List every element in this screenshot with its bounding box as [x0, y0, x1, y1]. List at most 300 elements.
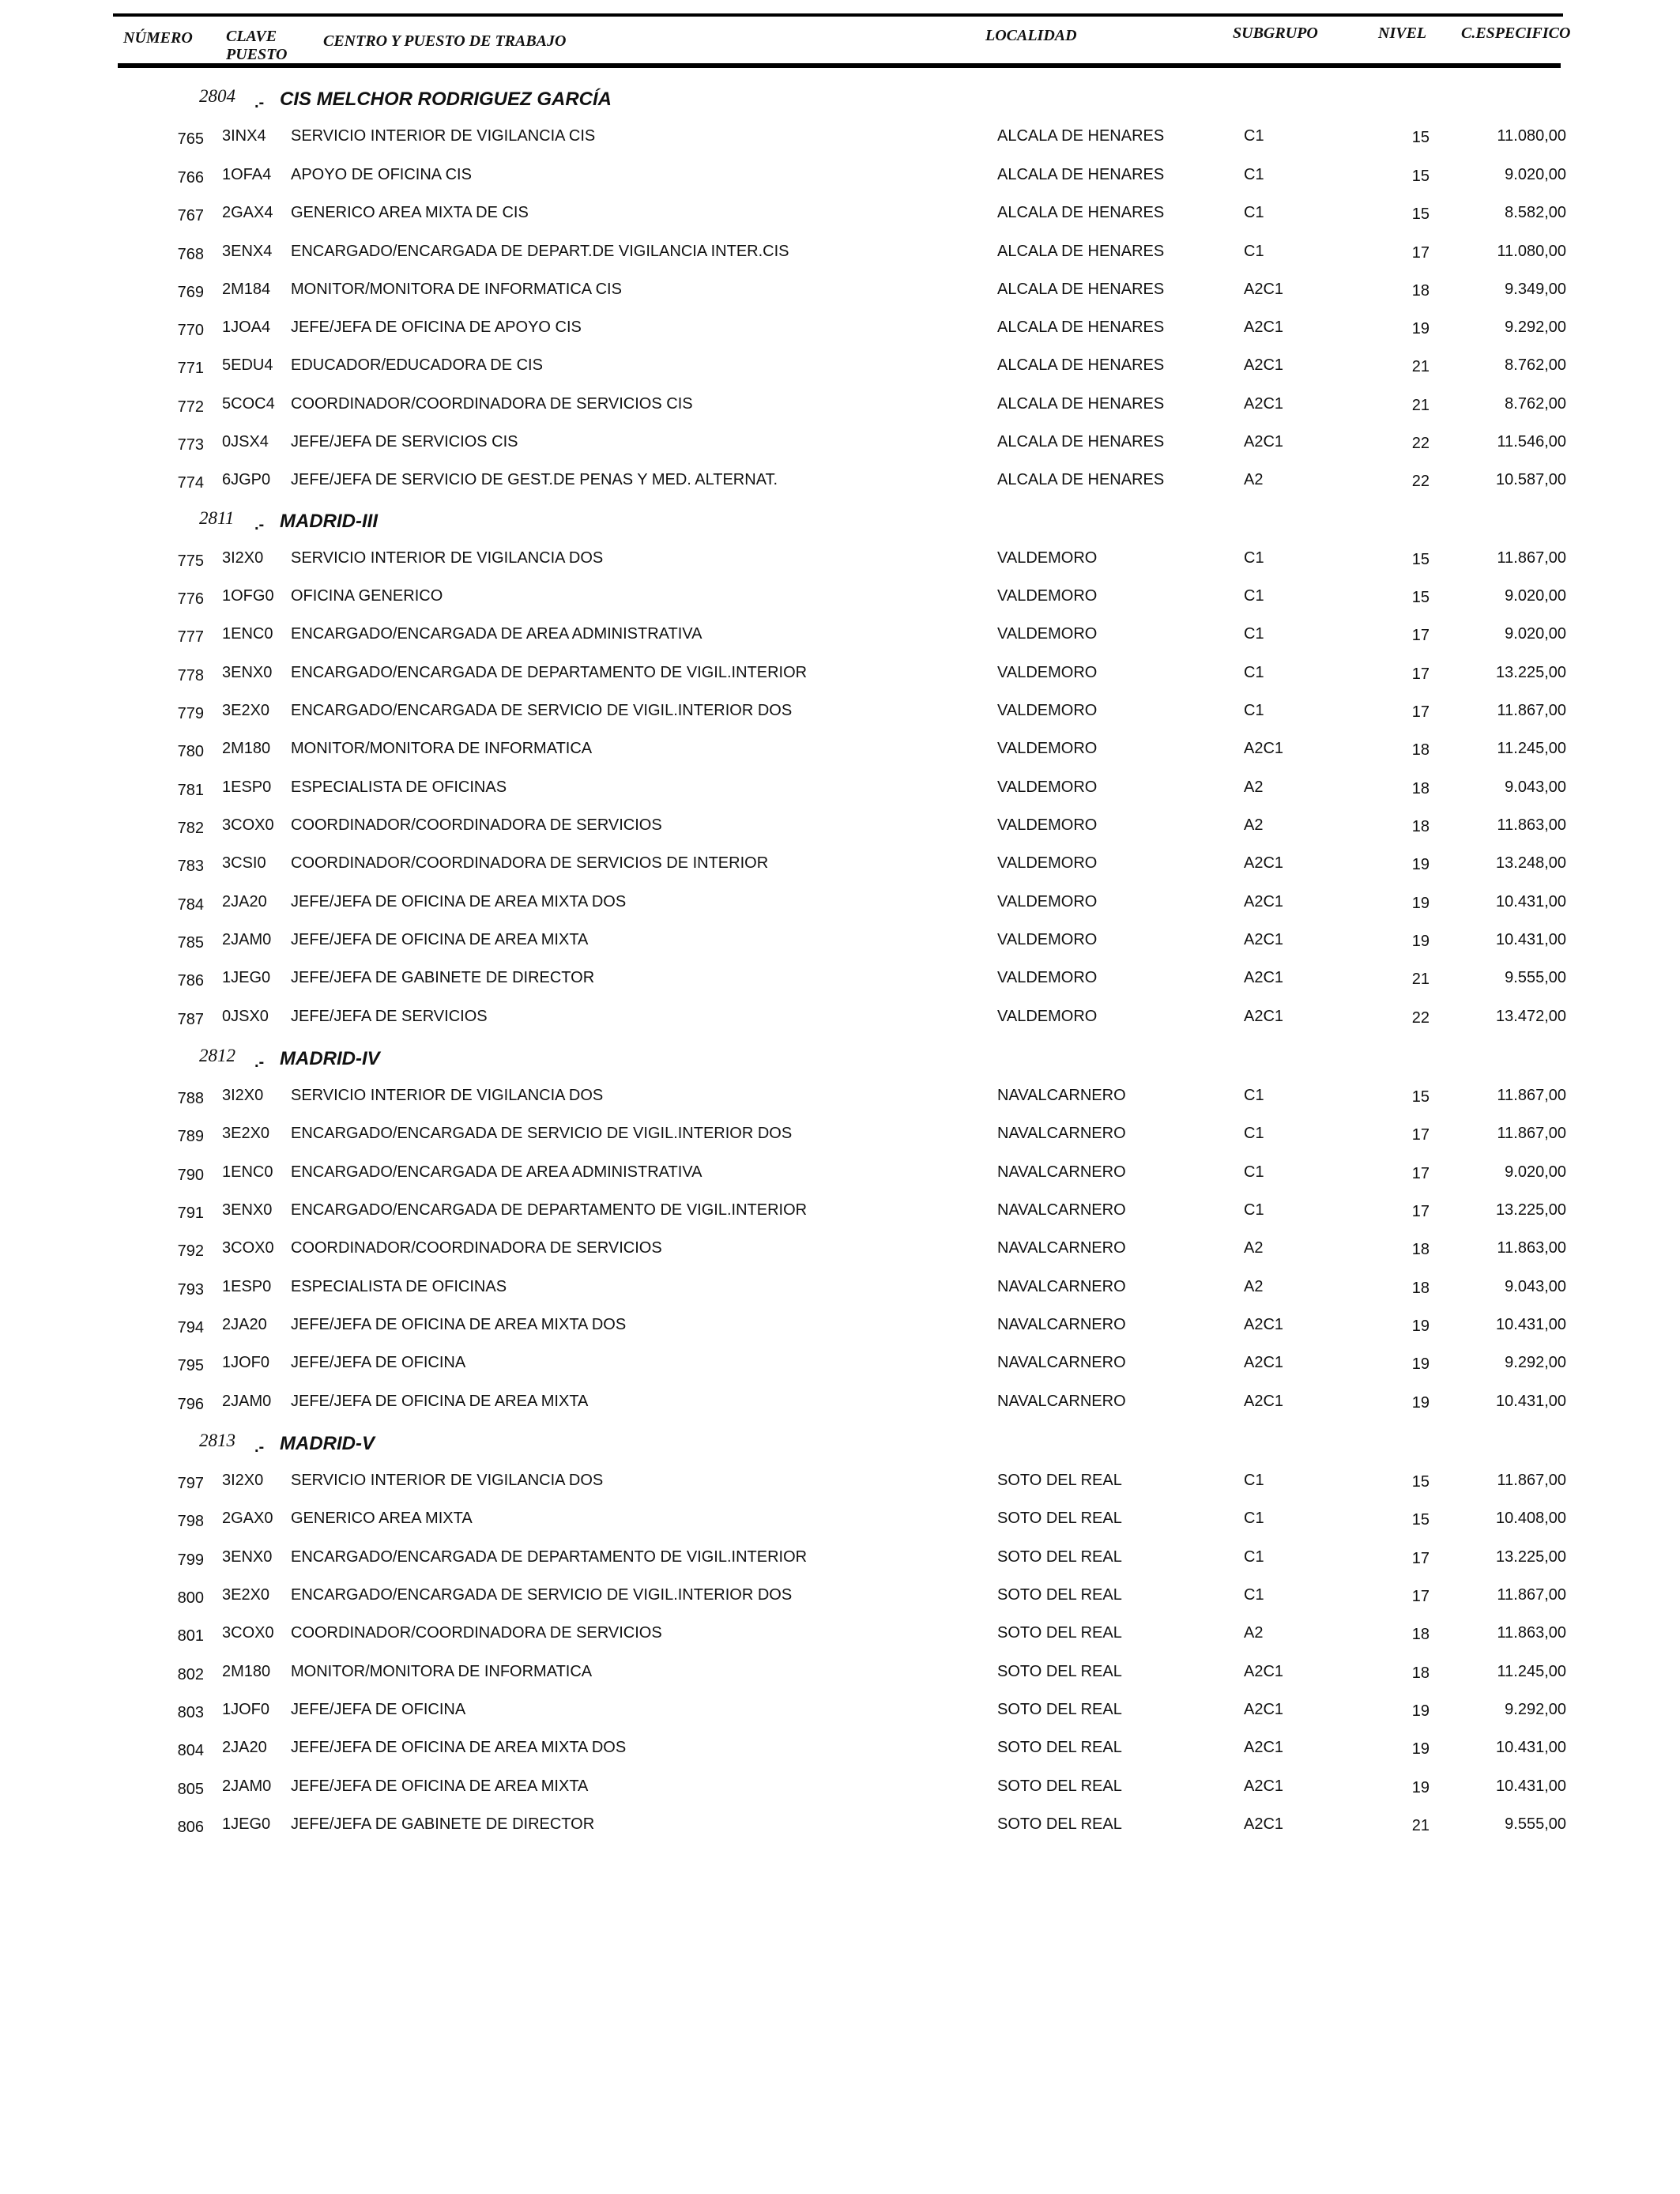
- row-puesto: JEFE/JEFA DE SERVICIO DE GEST.DE PENAS Y MED. ALTERNAT.: [291, 471, 778, 488]
- row-puesto: ENCARGADO/ENCARGADA DE DEPART.DE VIGILANCIA INTER.CIS: [291, 243, 789, 260]
- row-especifico: 11.867,00: [1497, 1586, 1566, 1604]
- table-row: [0, 1774, 1680, 1798]
- row-clave: 3CSI0: [222, 854, 266, 872]
- row-puesto: COORDINADOR/COORDINADORA DE SERVICIOS CIS: [291, 395, 693, 413]
- row-localidad: ALCALA DE HENARES: [997, 395, 1165, 413]
- row-nivel: 17: [1411, 1203, 1430, 1220]
- row-clave: 3ENX0: [222, 1201, 273, 1219]
- row-subgrupo: C1: [1244, 166, 1264, 183]
- group-title: MADRID-V: [280, 1433, 375, 1454]
- row-subgrupo: A2C1: [1244, 1777, 1284, 1795]
- row-especifico: 9.292,00: [1505, 319, 1566, 336]
- row-especifico: 11.863,00: [1497, 816, 1566, 834]
- table-row: [0, 353, 1680, 377]
- row-number: 785: [177, 934, 204, 952]
- row-nivel: 21: [1411, 358, 1430, 375]
- row-number: 774: [177, 474, 204, 492]
- row-localidad: VALDEMORO: [997, 893, 1098, 910]
- row-puesto: JEFE/JEFA DE SERVICIOS CIS: [291, 433, 518, 450]
- row-localidad: VALDEMORO: [997, 931, 1098, 948]
- row-subgrupo: A2C1: [1244, 893, 1284, 910]
- row-localidad: SOTO DEL REAL: [997, 1510, 1122, 1527]
- row-localidad: SOTO DEL REAL: [997, 1472, 1122, 1489]
- row-subgrupo: A2: [1244, 471, 1264, 488]
- row-localidad: ALCALA DE HENARES: [997, 433, 1165, 450]
- row-nivel: 22: [1411, 1009, 1430, 1027]
- row-clave: 2JA20: [222, 893, 267, 910]
- table-row: [0, 661, 1680, 684]
- row-puesto: COORDINADOR/COORDINADORA DE SERVICIOS: [291, 1624, 662, 1642]
- row-especifico: 9.555,00: [1505, 969, 1566, 986]
- row-number: 799: [177, 1551, 204, 1569]
- row-puesto: JEFE/JEFA DE SERVICIOS: [291, 1008, 488, 1025]
- row-nivel: 19: [1411, 1394, 1430, 1412]
- row-subgrupo: C1: [1244, 1472, 1264, 1489]
- table-row: [0, 1736, 1680, 1759]
- table-row: [0, 1660, 1680, 1683]
- row-clave: 2M180: [222, 1663, 271, 1680]
- row-subgrupo: A2C1: [1244, 1663, 1284, 1680]
- group-header: [0, 510, 1680, 533]
- row-localidad: VALDEMORO: [997, 702, 1098, 719]
- row-number: 772: [177, 398, 204, 416]
- row-especifico: 11.546,00: [1497, 433, 1566, 450]
- table-row: [0, 622, 1680, 646]
- row-puesto: ENCARGADO/ENCARGADA DE AREA ADMINISTRATIVA: [291, 625, 703, 643]
- row-clave: 3ENX0: [222, 1548, 273, 1566]
- row-puesto: ESPECIALISTA DE OFICINAS: [291, 1278, 507, 1295]
- row-clave: 1JEG0: [222, 1815, 271, 1833]
- row-especifico: 10.587,00: [1496, 471, 1566, 488]
- group-separator: .-: [254, 1054, 265, 1071]
- table-row: [0, 851, 1680, 875]
- table-row: [0, 1084, 1680, 1107]
- row-localidad: NAVALCARNERO: [997, 1163, 1126, 1181]
- row-number: 778: [177, 667, 204, 684]
- group-title: MADRID-IV: [280, 1048, 380, 1069]
- row-subgrupo: A2C1: [1244, 931, 1284, 948]
- row-number: 779: [177, 705, 204, 722]
- row-subgrupo: A2: [1244, 816, 1264, 834]
- row-localidad: ALCALA DE HENARES: [997, 356, 1165, 374]
- row-subgrupo: C1: [1244, 702, 1264, 719]
- row-subgrupo: C1: [1244, 1548, 1264, 1566]
- row-nivel: 19: [1411, 1740, 1430, 1758]
- row-puesto: JEFE/JEFA DE OFICINA DE AREA MIXTA DOS: [291, 1739, 627, 1756]
- row-localidad: ALCALA DE HENARES: [997, 243, 1165, 260]
- row-localidad: SOTO DEL REAL: [997, 1815, 1122, 1833]
- row-clave: 2JAM0: [222, 1393, 272, 1410]
- row-subgrupo: C1: [1244, 587, 1264, 605]
- row-nivel: 18: [1411, 282, 1430, 300]
- row-subgrupo: A2C1: [1244, 1739, 1284, 1756]
- table-row: [0, 1122, 1680, 1145]
- row-nivel: 15: [1411, 205, 1430, 223]
- row-clave: 1ESP0: [222, 778, 272, 796]
- row-nivel: 17: [1411, 627, 1430, 644]
- header-subgrupo: SUBGRUPO: [1233, 25, 1318, 42]
- row-localidad: ALCALA DE HENARES: [997, 127, 1165, 145]
- row-clave: 3ENX0: [222, 664, 273, 681]
- row-nivel: 15: [1411, 589, 1430, 606]
- row-puesto: JEFE/JEFA DE OFICINA DE APOYO CIS: [291, 319, 582, 336]
- row-clave: 2GAX4: [222, 204, 273, 221]
- table-row: [0, 1351, 1680, 1374]
- row-especifico: 11.245,00: [1497, 1663, 1566, 1680]
- table-row: [0, 1583, 1680, 1607]
- table-row: [0, 737, 1680, 760]
- row-number: 806: [177, 1819, 204, 1836]
- row-nivel: 17: [1411, 1588, 1430, 1605]
- row-nivel: 19: [1411, 1702, 1430, 1720]
- row-localidad: VALDEMORO: [997, 854, 1098, 872]
- table-row: [0, 546, 1680, 570]
- row-especifico: 11.080,00: [1497, 127, 1566, 145]
- row-nivel: 17: [1411, 1550, 1430, 1567]
- row-number: 777: [177, 628, 204, 646]
- row-subgrupo: A2: [1244, 1239, 1264, 1257]
- row-nivel: 17: [1411, 1126, 1430, 1144]
- row-localidad: SOTO DEL REAL: [997, 1739, 1122, 1756]
- row-puesto: ENCARGADO/ENCARGADA DE SERVICIO DE VIGIL.INTERIOR DOS: [291, 702, 793, 719]
- row-especifico: 11.245,00: [1497, 740, 1566, 757]
- row-especifico: 13.472,00: [1496, 1008, 1566, 1025]
- row-especifico: 8.582,00: [1505, 204, 1566, 221]
- row-especifico: 11.867,00: [1497, 1125, 1566, 1142]
- row-puesto: JEFE/JEFA DE GABINETE DE DIRECTOR: [291, 1815, 595, 1833]
- row-puesto: ENCARGADO/ENCARGADA DE SERVICIO DE VIGIL.INTERIOR DOS: [291, 1125, 793, 1142]
- row-subgrupo: C1: [1244, 243, 1264, 260]
- row-number: 796: [177, 1396, 204, 1413]
- table-row: [0, 1468, 1680, 1492]
- row-puesto: MONITOR/MONITORA DE INFORMATICA: [291, 1663, 593, 1680]
- row-especifico: 13.248,00: [1496, 854, 1566, 872]
- row-clave: 3COX0: [222, 1239, 274, 1257]
- row-clave: 3I2X0: [222, 549, 264, 567]
- row-subgrupo: C1: [1244, 1586, 1264, 1604]
- row-especifico: 11.863,00: [1497, 1624, 1566, 1642]
- row-localidad: ALCALA DE HENARES: [997, 281, 1165, 298]
- row-puesto: SERVICIO INTERIOR DE VIGILANCIA DOS: [291, 1087, 604, 1104]
- row-especifico: 9.020,00: [1505, 625, 1566, 643]
- row-clave: 2JA20: [222, 1316, 267, 1333]
- row-nivel: 15: [1411, 551, 1430, 568]
- row-puesto: JEFE/JEFA DE GABINETE DE DIRECTOR: [291, 969, 595, 986]
- row-nivel: 19: [1411, 933, 1430, 950]
- row-subgrupo: C1: [1244, 1087, 1264, 1104]
- group-header: [0, 1047, 1680, 1071]
- row-localidad: VALDEMORO: [997, 778, 1098, 796]
- row-clave: 2JAM0: [222, 931, 272, 948]
- row-puesto: ESPECIALISTA DE OFICINAS: [291, 778, 507, 796]
- row-especifico: 9.043,00: [1505, 1278, 1566, 1295]
- row-nivel: 19: [1411, 1355, 1430, 1373]
- row-clave: 1JEG0: [222, 969, 271, 986]
- row-clave: 1ENC0: [222, 625, 273, 643]
- row-puesto: ENCARGADO/ENCARGADA DE DEPARTAMENTO DE VIGIL.INTERIOR: [291, 1548, 808, 1566]
- row-nivel: 15: [1411, 129, 1430, 146]
- row-especifico: 13.225,00: [1496, 664, 1566, 681]
- row-number: 782: [177, 820, 204, 837]
- row-subgrupo: C1: [1244, 1201, 1264, 1219]
- row-subgrupo: C1: [1244, 625, 1264, 643]
- row-nivel: 15: [1411, 1088, 1430, 1106]
- header-nivel: NIVEL: [1378, 25, 1427, 42]
- row-number: 802: [177, 1666, 204, 1683]
- row-number: 781: [177, 782, 204, 799]
- row-clave: 1JOA4: [222, 319, 271, 336]
- row-subgrupo: C1: [1244, 1125, 1264, 1142]
- row-clave: 3COX0: [222, 816, 274, 834]
- row-puesto: ENCARGADO/ENCARGADA DE AREA ADMINISTRATIVA: [291, 1163, 703, 1181]
- row-subgrupo: C1: [1244, 1510, 1264, 1527]
- table-row: [0, 928, 1680, 952]
- row-clave: 6JGP0: [222, 471, 271, 488]
- row-subgrupo: A2C1: [1244, 356, 1284, 374]
- row-nivel: 15: [1411, 1511, 1430, 1529]
- row-nivel: 17: [1411, 244, 1430, 262]
- row-localidad: VALDEMORO: [997, 740, 1098, 757]
- row-puesto: APOYO DE OFICINA CIS: [291, 166, 472, 183]
- row-especifico: 13.225,00: [1496, 1548, 1566, 1566]
- table-row: [0, 1313, 1680, 1336]
- row-nivel: 19: [1411, 856, 1430, 873]
- row-clave: 5COC4: [222, 395, 275, 413]
- row-nivel: 18: [1411, 780, 1430, 797]
- row-nivel: 18: [1411, 1280, 1430, 1297]
- row-subgrupo: A2C1: [1244, 740, 1284, 757]
- row-number: 768: [177, 246, 204, 263]
- row-nivel: 19: [1411, 1779, 1430, 1796]
- row-clave: 1OFA4: [222, 166, 272, 183]
- row-localidad: SOTO DEL REAL: [997, 1548, 1122, 1566]
- row-number: 805: [177, 1781, 204, 1798]
- row-subgrupo: A2C1: [1244, 281, 1284, 298]
- row-subgrupo: A2C1: [1244, 1393, 1284, 1410]
- row-especifico: 10.431,00: [1496, 1739, 1566, 1756]
- row-subgrupo: A2C1: [1244, 969, 1284, 986]
- row-number: 766: [177, 169, 204, 187]
- row-clave: 3I2X0: [222, 1087, 264, 1104]
- row-clave: 5EDU4: [222, 356, 273, 374]
- row-clave: 0JSX0: [222, 1008, 269, 1025]
- row-number: 786: [177, 972, 204, 990]
- row-especifico: 11.867,00: [1497, 702, 1566, 719]
- table-row: [0, 315, 1680, 339]
- row-number: 793: [177, 1281, 204, 1299]
- row-number: 784: [177, 896, 204, 914]
- row-especifico: 9.020,00: [1505, 166, 1566, 183]
- row-number: 791: [177, 1204, 204, 1222]
- header-puesto: PUESTO: [226, 46, 288, 63]
- row-clave: 3E2X0: [222, 702, 270, 719]
- table-row: [0, 890, 1680, 914]
- table-row: [0, 813, 1680, 837]
- row-localidad: NAVALCARNERO: [997, 1393, 1126, 1410]
- row-especifico: 10.431,00: [1496, 931, 1566, 948]
- row-nivel: 18: [1411, 741, 1430, 759]
- row-especifico: 11.867,00: [1497, 549, 1566, 567]
- group-header: [0, 1432, 1680, 1456]
- row-subgrupo: C1: [1244, 1163, 1264, 1181]
- row-especifico: 8.762,00: [1505, 356, 1566, 374]
- row-clave: 3ENX4: [222, 243, 273, 260]
- row-subgrupo: C1: [1244, 664, 1264, 681]
- row-localidad: NAVALCARNERO: [997, 1125, 1126, 1142]
- row-localidad: SOTO DEL REAL: [997, 1663, 1122, 1680]
- row-localidad: NAVALCARNERO: [997, 1354, 1126, 1371]
- row-localidad: VALDEMORO: [997, 625, 1098, 643]
- table-row: [0, 468, 1680, 492]
- table-row: [0, 966, 1680, 990]
- row-puesto: ENCARGADO/ENCARGADA DE DEPARTAMENTO DE VIGIL.INTERIOR: [291, 664, 808, 681]
- row-puesto: MONITOR/MONITORA DE INFORMATICA: [291, 740, 593, 757]
- row-localidad: VALDEMORO: [997, 587, 1098, 605]
- row-especifico: 9.349,00: [1505, 281, 1566, 298]
- group-title: CIS MELCHOR RODRIGUEZ GARCÍA: [280, 89, 612, 110]
- row-puesto: GENERICO AREA MIXTA DE CIS: [291, 204, 529, 221]
- row-number: 773: [177, 436, 204, 454]
- row-subgrupo: A2C1: [1244, 854, 1284, 872]
- group-separator: .-: [254, 1438, 265, 1456]
- row-especifico: 10.431,00: [1496, 1777, 1566, 1795]
- row-localidad: VALDEMORO: [997, 816, 1098, 834]
- row-nivel: 21: [1411, 397, 1430, 414]
- table-row: [0, 1236, 1680, 1260]
- row-clave: 3E2X0: [222, 1586, 270, 1604]
- row-clave: 3INX4: [222, 127, 266, 145]
- row-puesto: JEFE/JEFA DE OFICINA DE AREA MIXTA DOS: [291, 893, 627, 910]
- group-code: 2811: [199, 508, 235, 528]
- row-clave: 2GAX0: [222, 1510, 273, 1527]
- row-clave: 3COX0: [222, 1624, 274, 1642]
- row-nivel: 21: [1411, 1817, 1430, 1834]
- table-row: [0, 277, 1680, 301]
- row-nivel: 19: [1411, 1318, 1430, 1335]
- row-puesto: JEFE/JEFA DE OFICINA DE AREA MIXTA DOS: [291, 1316, 627, 1333]
- row-subgrupo: A2: [1244, 778, 1264, 796]
- group-code: 2812: [199, 1046, 235, 1065]
- table-row: [0, 1812, 1680, 1836]
- row-puesto: MONITOR/MONITORA DE INFORMATICA CIS: [291, 281, 622, 298]
- row-number: 767: [177, 207, 204, 224]
- row-puesto: OFICINA GENERICO: [291, 587, 443, 605]
- row-clave: 3E2X0: [222, 1125, 270, 1142]
- row-number: 787: [177, 1011, 204, 1028]
- group-code: 2804: [199, 86, 235, 106]
- row-puesto: ENCARGADO/ENCARGADA DE SERVICIO DE VIGIL.INTERIOR DOS: [291, 1586, 793, 1604]
- row-puesto: SERVICIO INTERIOR DE VIGILANCIA CIS: [291, 127, 596, 145]
- row-puesto: COORDINADOR/COORDINADORA DE SERVICIOS: [291, 816, 662, 834]
- row-puesto: JEFE/JEFA DE OFICINA DE AREA MIXTA: [291, 1393, 589, 1410]
- row-puesto: JEFE/JEFA DE OFICINA: [291, 1354, 466, 1371]
- row-subgrupo: A2C1: [1244, 433, 1284, 450]
- table-row: [0, 1545, 1680, 1569]
- row-nivel: 18: [1411, 1664, 1430, 1682]
- header-clave: CLAVE: [226, 28, 277, 45]
- row-localidad: SOTO DEL REAL: [997, 1701, 1122, 1718]
- row-especifico: 9.292,00: [1505, 1701, 1566, 1718]
- row-number: 795: [177, 1357, 204, 1374]
- table-row: [0, 163, 1680, 187]
- row-puesto: JEFE/JEFA DE OFICINA DE AREA MIXTA: [291, 1777, 589, 1795]
- row-especifico: 10.408,00: [1496, 1510, 1566, 1527]
- row-especifico: 10.431,00: [1496, 893, 1566, 910]
- row-localidad: NAVALCARNERO: [997, 1201, 1126, 1219]
- table-row: [0, 1275, 1680, 1299]
- row-localidad: NAVALCARNERO: [997, 1278, 1126, 1295]
- table-row: [0, 1506, 1680, 1530]
- row-puesto: COORDINADOR/COORDINADORA DE SERVICIOS DE INTERIOR: [291, 854, 769, 872]
- table-row: [0, 430, 1680, 454]
- row-localidad: SOTO DEL REAL: [997, 1777, 1122, 1795]
- row-puesto: SERVICIO INTERIOR DE VIGILANCIA DOS: [291, 549, 604, 567]
- row-clave: 1ENC0: [222, 1163, 273, 1181]
- row-number: 798: [177, 1513, 204, 1530]
- row-localidad: NAVALCARNERO: [997, 1239, 1126, 1257]
- row-clave: 1JOF0: [222, 1701, 270, 1718]
- row-localidad: ALCALA DE HENARES: [997, 319, 1165, 336]
- row-subgrupo: A2: [1244, 1624, 1264, 1642]
- row-especifico: 9.020,00: [1505, 1163, 1566, 1181]
- row-number: 780: [177, 743, 204, 760]
- table-row: [0, 1621, 1680, 1645]
- row-subgrupo: C1: [1244, 204, 1264, 221]
- row-subgrupo: A2C1: [1244, 395, 1284, 413]
- table-row: [0, 239, 1680, 263]
- header-localidad: LOCALIDAD: [985, 27, 1077, 44]
- row-localidad: SOTO DEL REAL: [997, 1586, 1122, 1604]
- row-number: 789: [177, 1128, 204, 1145]
- row-localidad: VALDEMORO: [997, 969, 1098, 986]
- row-subgrupo: C1: [1244, 127, 1264, 145]
- row-nivel: 18: [1411, 1626, 1430, 1643]
- row-subgrupo: A2C1: [1244, 1008, 1284, 1025]
- group-separator: .-: [254, 94, 265, 111]
- row-nivel: 18: [1411, 818, 1430, 835]
- row-especifico: 9.555,00: [1505, 1815, 1566, 1833]
- row-puesto: ENCARGADO/ENCARGADA DE DEPARTAMENTO DE VIGIL.INTERIOR: [291, 1201, 808, 1219]
- row-clave: 3I2X0: [222, 1472, 264, 1489]
- row-clave: 0JSX4: [222, 433, 269, 450]
- row-subgrupo: A2C1: [1244, 1815, 1284, 1833]
- row-localidad: ALCALA DE HENARES: [997, 166, 1165, 183]
- row-nivel: 18: [1411, 1241, 1430, 1258]
- row-localidad: NAVALCARNERO: [997, 1087, 1126, 1104]
- header-numero: NÚMERO: [123, 29, 193, 47]
- row-clave: 2M184: [222, 281, 271, 298]
- row-puesto: JEFE/JEFA DE OFICINA DE AREA MIXTA: [291, 931, 589, 948]
- row-number: 771: [177, 360, 204, 377]
- row-especifico: 8.762,00: [1505, 395, 1566, 413]
- row-subgrupo: A2C1: [1244, 1316, 1284, 1333]
- row-subgrupo: A2C1: [1244, 1354, 1284, 1371]
- table-row: [0, 699, 1680, 722]
- row-number: 788: [177, 1090, 204, 1107]
- row-especifico: 10.431,00: [1496, 1316, 1566, 1333]
- row-number: 790: [177, 1167, 204, 1184]
- row-localidad: SOTO DEL REAL: [997, 1624, 1122, 1642]
- row-puesto: SERVICIO INTERIOR DE VIGILANCIA DOS: [291, 1472, 604, 1489]
- row-nivel: 17: [1411, 1165, 1430, 1182]
- row-especifico: 11.867,00: [1497, 1087, 1566, 1104]
- row-localidad: VALDEMORO: [997, 1008, 1098, 1025]
- table-row: [0, 124, 1680, 148]
- row-nivel: 22: [1411, 473, 1430, 490]
- row-localidad: ALCALA DE HENARES: [997, 471, 1165, 488]
- row-number: 804: [177, 1742, 204, 1759]
- row-clave: 2JAM0: [222, 1777, 272, 1795]
